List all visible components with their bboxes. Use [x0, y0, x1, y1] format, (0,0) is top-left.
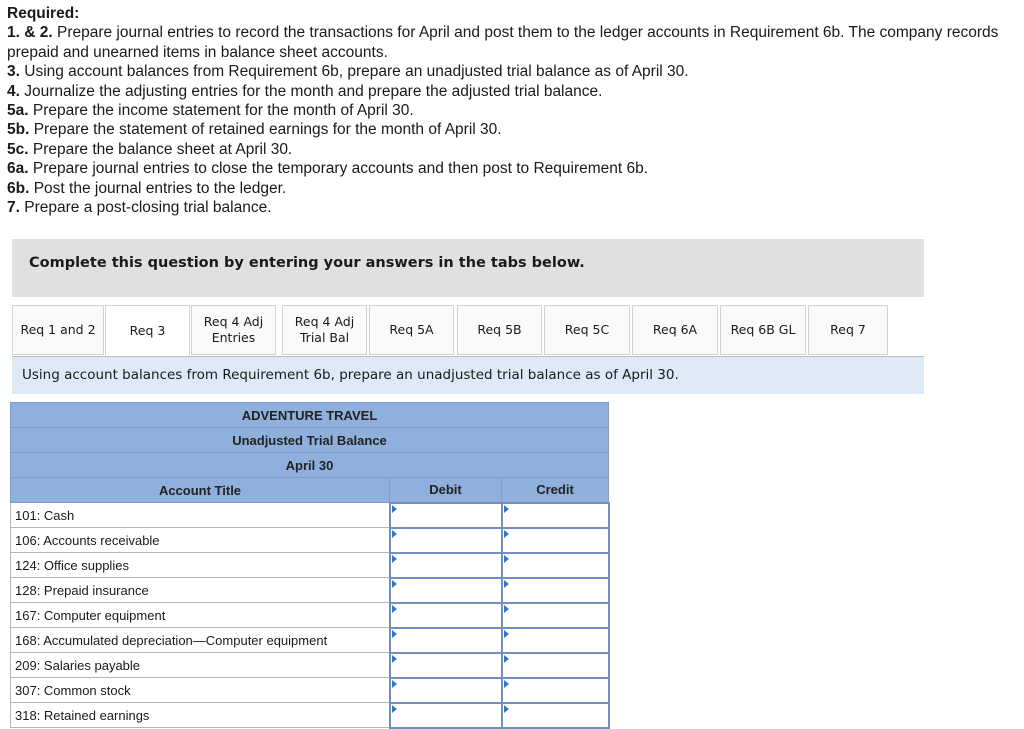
requirement-text: Prepare journal entries to close the temporary accounts and then post to Requirement 6b. — [32, 160, 649, 178]
requirement-number: 5a. — [7, 102, 29, 120]
input-marker-icon — [504, 505, 509, 513]
tab-req-5b[interactable] — [457, 305, 542, 355]
requirement-item — [7, 179, 1017, 198]
requirement-text: Prepare a post-closing trial balance. — [24, 199, 272, 217]
debit-input[interactable] — [390, 678, 502, 703]
credit-input[interactable] — [502, 678, 609, 703]
requirement-text: Prepare journal entries to record the transactions for April and post them to the ledger accounts in Requirement 6b. The company records prepaid and unearned items in balance sheet accounts. — [7, 24, 999, 61]
debit-input[interactable] — [390, 603, 502, 628]
instruction-text: Using account balances from Requirement 6b, prepare an unadjusted trial balance as of April 30. — [22, 367, 679, 383]
tab-bar — [12, 305, 924, 357]
tab-label: Req 4 Adj Entries — [203, 314, 264, 345]
table-row — [11, 628, 609, 653]
requirements — [7, 4, 1017, 217]
tab-req-5c[interactable] — [544, 305, 630, 355]
requirement-item — [7, 120, 1017, 139]
tab-label: Req 3 — [129, 322, 166, 338]
account-title-cell: 128: Prepaid insurance — [11, 578, 390, 603]
col-credit: Credit — [502, 478, 609, 503]
account-title-cell: 106: Accounts receivable — [11, 528, 390, 553]
account-title-cell: 318: Retained earnings — [11, 703, 390, 728]
statement-date: April 30 — [11, 453, 609, 478]
requirement-number: 6a. — [7, 160, 29, 178]
requirement-item — [7, 62, 1017, 81]
banner-text: Complete this question by entering your answers in the tabs below. — [29, 255, 585, 271]
table-row — [11, 603, 609, 628]
requirements-list — [7, 23, 1017, 217]
input-marker-icon — [504, 530, 509, 538]
input-marker-icon — [392, 530, 397, 538]
input-marker-icon — [504, 705, 509, 713]
tab-label: Req 5A — [389, 322, 434, 337]
account-title-cell: 209: Salaries payable — [11, 653, 390, 678]
credit-input[interactable] — [502, 503, 609, 528]
requirement-number: 6b. — [7, 179, 30, 197]
input-marker-icon — [392, 505, 397, 513]
requirement-number: 5b. — [7, 121, 30, 139]
requirement-text: Prepare the balance sheet at April 30. — [32, 140, 293, 158]
account-title-cell: 101: Cash — [11, 503, 390, 528]
input-marker-icon — [392, 580, 397, 588]
tab-label: Req 5C — [564, 322, 610, 337]
tab-req-5a[interactable] — [369, 305, 454, 355]
input-marker-icon — [392, 705, 397, 713]
requirement-number: 5c. — [7, 140, 29, 158]
input-marker-icon — [392, 630, 397, 638]
table-row — [11, 503, 609, 528]
tab-req-4-adj-entries[interactable] — [191, 305, 276, 355]
tab-label: Req 7 — [830, 322, 866, 337]
input-marker-icon — [392, 605, 397, 613]
required-title: Required: — [7, 5, 80, 22]
requirement-item — [7, 159, 1017, 178]
table-row — [11, 653, 609, 678]
requirement-item — [7, 23, 1017, 62]
tab-label: Req 6A — [652, 322, 698, 337]
input-marker-icon — [392, 655, 397, 663]
tab-label: Req 4 Adj Trial Bal — [294, 314, 355, 345]
table-row — [11, 703, 609, 728]
tab-label: Req 1 and 2 — [20, 322, 96, 337]
requirement-text: Using account balances from Requirement 6b, prepare an unadjusted trial balance as of April 30. — [24, 63, 689, 81]
credit-input[interactable] — [502, 603, 609, 628]
tab-label: Req 5B — [477, 322, 522, 337]
tab-req-1-and-2[interactable] — [12, 305, 104, 355]
input-marker-icon — [392, 680, 397, 688]
debit-input[interactable] — [390, 653, 502, 678]
account-title-cell: 307: Common stock — [11, 678, 390, 703]
account-title-cell: 167: Computer equipment — [11, 603, 390, 628]
tab-req-6a[interactable] — [632, 305, 718, 355]
table-row — [11, 678, 609, 703]
debit-input[interactable] — [390, 628, 502, 653]
tab-instruction — [12, 357, 924, 394]
credit-input[interactable] — [502, 578, 609, 603]
tab-req-6b-gl[interactable] — [720, 305, 806, 355]
requirement-text: Prepare the income statement for the month of April 30. — [32, 102, 414, 120]
requirement-text: Journalize the adjusting entries for the month and prepare the adjusted trial balance. — [24, 82, 603, 100]
requirement-text: Prepare the statement of retained earnings for the month of April 30. — [33, 121, 502, 139]
input-marker-icon — [504, 555, 509, 563]
tab-req-7[interactable] — [808, 305, 888, 355]
credit-input[interactable] — [502, 628, 609, 653]
input-marker-icon — [392, 555, 397, 563]
trial-balance-table — [10, 402, 610, 729]
credit-input[interactable] — [502, 653, 609, 678]
company-name: ADVENTURE TRAVEL — [11, 403, 609, 428]
account-title-cell: 124: Office supplies — [11, 553, 390, 578]
instructions-banner — [12, 239, 924, 297]
debit-input[interactable] — [390, 503, 502, 528]
requirement-number: 1. & 2. — [7, 24, 53, 42]
col-account-title: Account Title — [11, 478, 390, 503]
requirement-number: 3. — [7, 63, 20, 81]
tab-req-4-adj-trial-bal[interactable] — [282, 305, 367, 355]
requirement-item — [7, 101, 1017, 120]
statement-title: Unadjusted Trial Balance — [11, 428, 609, 453]
table-row — [11, 553, 609, 578]
credit-input[interactable] — [502, 703, 609, 728]
requirement-item — [7, 198, 1017, 217]
requirement-number: 7. — [7, 199, 20, 217]
requirement-text: Post the journal entries to the ledger. — [33, 179, 287, 197]
input-marker-icon — [504, 605, 509, 613]
requirement-item — [7, 140, 1017, 159]
debit-input[interactable] — [390, 703, 502, 728]
account-title-cell: 168: Accumulated depreciation—Computer equipment — [11, 628, 390, 653]
debit-input[interactable] — [390, 528, 502, 553]
tab-label: Req 6B GL — [730, 322, 796, 337]
input-marker-icon — [504, 580, 509, 588]
input-marker-icon — [504, 630, 509, 638]
input-marker-icon — [504, 680, 509, 688]
debit-input[interactable] — [390, 578, 502, 603]
tab-req-3[interactable] — [105, 305, 190, 356]
input-marker-icon — [504, 655, 509, 663]
requirement-number: 4. — [7, 82, 20, 100]
requirement-item — [7, 82, 1017, 101]
col-debit: Debit — [390, 478, 502, 503]
table-row — [11, 578, 609, 603]
credit-input[interactable] — [502, 553, 609, 578]
credit-input[interactable] — [502, 528, 609, 553]
debit-input[interactable] — [390, 553, 502, 578]
table-row — [11, 528, 609, 553]
